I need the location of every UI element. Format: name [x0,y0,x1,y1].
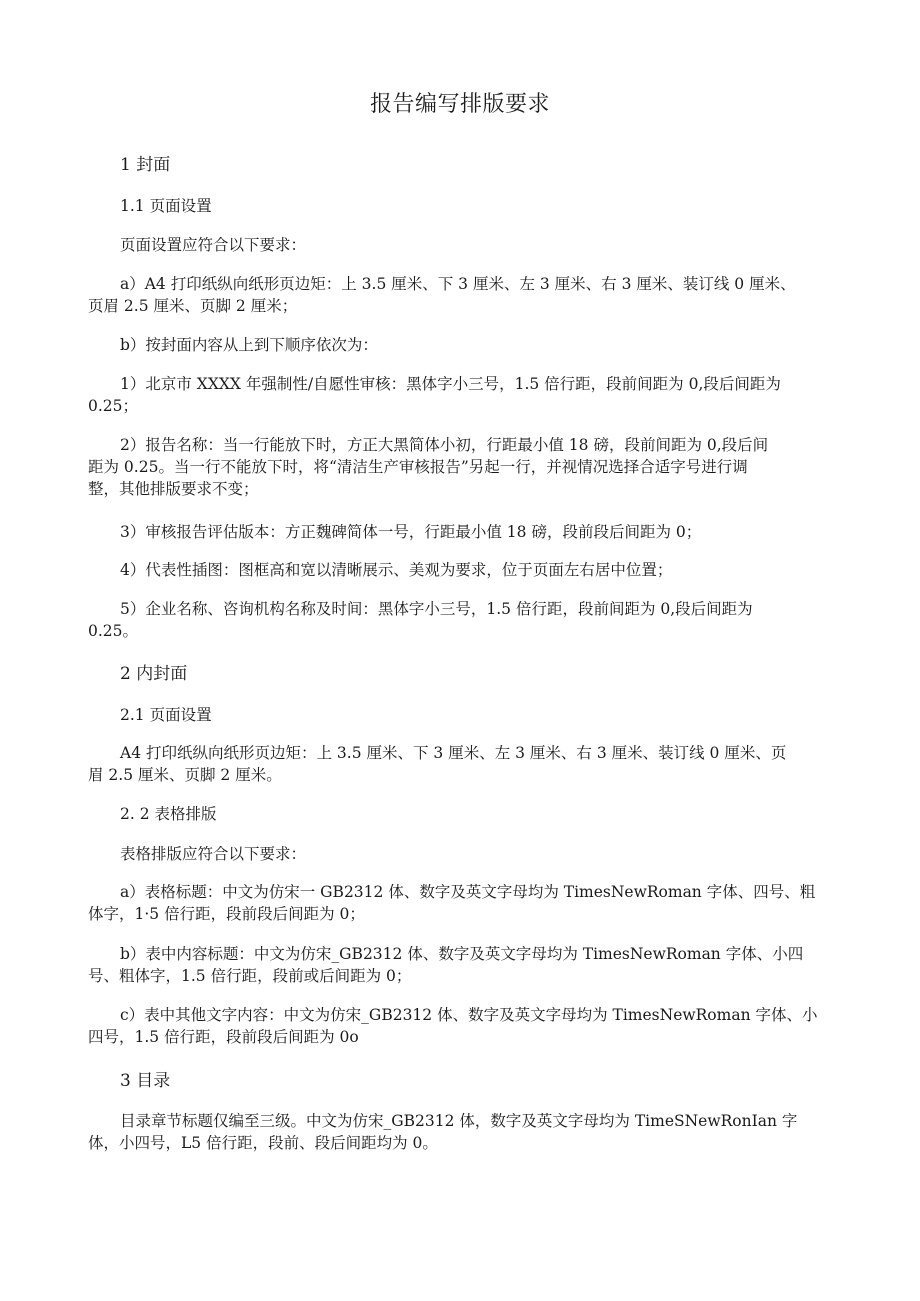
subsection-heading-1-1 [88,195,838,217]
paragraph [88,843,838,865]
text-line: 5）企业名称、咨询机构名称及时间：黑体字小三号，1.5 倍行距，段前间距为 0,段后间距为 [120,600,753,618]
paragraph [88,742,838,786]
text-line: 整，其他排版要求不变； [88,480,259,498]
paragraph [88,434,838,500]
text-line: a）A4 打印纸纵向纸形页边矩：上 3.5 厘米、下 3 厘米、左 3 厘米、右 3 厘米、装订线 0 厘米、 [120,275,796,293]
text-line: a）表格标题：中文为仿宋一 GB2312 体、数字及英文字母均为 TimesNewRoman 字体、四号、粗 [120,883,816,901]
paragraph [88,943,838,987]
text-line: 体，小四号，L5 倍行距，段前、段后间距均为 0。 [88,1134,438,1152]
text-line: 眉 2.5 厘米、页脚 2 厘米。 [88,766,282,784]
paragraph [88,373,838,417]
paragraph [88,234,838,256]
text-line: b）按封面内容从上到下顺序依次为： [120,336,378,354]
text-line: 1 封面 [120,155,171,175]
paragraph [88,1110,838,1154]
paragraph [88,559,838,581]
text-line: 2. 2 表格排版 [120,805,217,823]
text-line: 2）报告名称：当一行能放下时，方正大黑简体小初，行距最小值 18 磅，段前间距为 0,段后间 [120,436,769,454]
text-line: 体字，1·5 倍行距，段前段后间距为 0； [88,905,365,923]
document-title: 报告编写排版要求 [369,92,550,117]
text-line: 四号，1.5 倍行距，段前段后间距为 0o [88,1028,359,1046]
text-line: 表格排版应符合以下要求： [120,845,307,863]
text-line: 3）审核报告评估版本：方正魏碑简体一号，行距最小值 18 磅，段前段后间距为 0； [120,523,702,541]
text-line: 2.1 页面设置 [120,706,212,724]
text-line: 4）代表性插图：图框高和宽以清晰展示、美观为要求，位于页面左右居中位置； [120,561,673,579]
paragraph [88,334,838,356]
text-line: 2 内封面 [120,664,188,684]
paragraph [88,521,838,543]
section-heading-3 [88,1070,838,1092]
text-line: 页面设置应符合以下要求： [120,236,307,254]
text-line: 0.25； [88,397,139,415]
text-line: 0.25。 [88,622,139,640]
text-line: 号、粗体字，1.5 倍行距，段前或后间距为 0； [88,967,412,985]
subsection-heading-2-1 [88,704,838,726]
text-line: 3 目录 [120,1071,171,1091]
text-line: c）表中其他文字内容：中文为仿宋_GB2312 体、数字及英文字母均为 TimesNewRoman 字体、小 [120,1006,818,1024]
text-line: 1.1 页面设置 [120,197,212,215]
text-line: 页眉 2.5 厘米、页脚 2 厘米； [88,297,298,315]
text-line: b）表中内容标题：中文为仿宋_GB2312 体、数字及英文字母均为 TimesNewRoman 字体、小四 [120,945,804,963]
section-heading-1 [88,154,838,176]
section-heading-2 [88,663,838,685]
text-line: 距为 0.25。当一行不能放下时，将“清洁生产审核报告”另起一行，并视情况选择合适字号进行调 [88,458,748,476]
paragraph [88,273,838,317]
subsection-heading-2-2 [88,803,838,825]
paragraph [88,598,838,642]
paragraph [88,1004,838,1048]
paragraph [88,881,838,925]
text-line: 1）北京市 XXXX 年强制性/自愿性审核：黑体字小三号，1.5 倍行距，段前间距为 0,段后间距为 [120,375,781,393]
text-line: A4 打印纸纵向纸形页边矩：上 3.5 厘米、下 3 厘米、左 3 厘米、右 3 厘米、装订线 0 厘米、页 [120,744,787,762]
text-line: 目录章节标题仅编至三级。中文为仿宋_GB2312 体，数字及英文字母均为 TimeSNewRonIan 字 [120,1112,798,1130]
